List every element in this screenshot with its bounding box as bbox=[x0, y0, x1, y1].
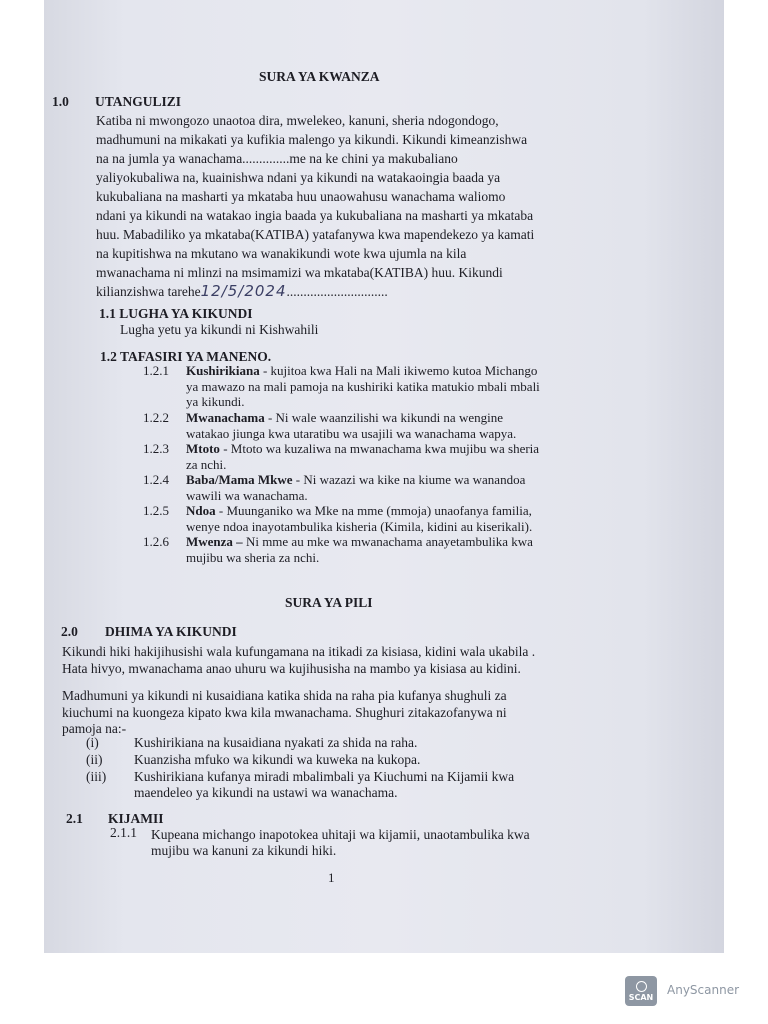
dhima-line: Madhumuni ya kikundi ni kusaidiana katika shida na raha pia kufanya shughuli za bbox=[62, 688, 507, 703]
intro-line: yaliyokubaliwa na, kuainishwa ndani ya kikundi na watakaoingia baada ya bbox=[96, 170, 501, 185]
activity-text: Kushirikiana kufanya miradi mbalimbali ya Kiuchumi na Kijamii kwa bbox=[134, 769, 515, 784]
activity-text: Kushirikiana na kusaidiana nyakati za shida na raha. bbox=[134, 735, 418, 750]
definition-term: Baba/Mama Mkwe bbox=[186, 472, 293, 487]
definition-term: Kushirikiana bbox=[186, 363, 260, 378]
handwritten-date: 12/5/2024 bbox=[200, 282, 287, 300]
definition-number: 1.2.2 bbox=[143, 410, 169, 425]
intro-line: kukubaliana na masharti ya mkataba huu unaowahusu wanachama waliomo bbox=[96, 189, 506, 204]
scanner-logo-text: SCAN bbox=[628, 992, 654, 1002]
section-title-lugha: 1.1 LUGHA YA KIKUNDI bbox=[99, 306, 253, 321]
dhima-paragraph-1 bbox=[62, 643, 535, 677]
definition-number: 1.2.6 bbox=[143, 534, 169, 549]
page-number: 1 bbox=[328, 870, 335, 885]
kijamii-text: Kupeana michango inapotokea uhitaji wa kijamii, unaotambulika kwa bbox=[151, 827, 530, 842]
definition-term: Mtoto bbox=[186, 441, 220, 456]
definition-text: ya kikundi. bbox=[186, 394, 245, 410]
definition-text: - kujitoa kwa Hali na Mali ikiwemo kutoa Michango bbox=[259, 363, 538, 378]
section-number-2-1: 2.1 bbox=[66, 811, 83, 826]
definition-number: 1.2.5 bbox=[143, 503, 169, 518]
intro-last-line bbox=[96, 282, 534, 301]
scanner-logo-icon bbox=[625, 976, 657, 1006]
intro-line: madhumuni na mikakati ya kufikia malengo ya kikundi. Kikundi kimeanzishwa bbox=[96, 132, 528, 147]
definition-text: mujibu wa sheria za nchi. bbox=[186, 549, 320, 565]
dhima-paragraph-2 bbox=[62, 688, 507, 738]
intro-line: Katiba ni mwongozo unaotoa dira, mwelekeo, kanuni, sheria ndogondogo, bbox=[96, 113, 499, 128]
kijamii-text: mujibu wa kanuni za kikundi hiki. bbox=[151, 843, 337, 858]
definition-number: 1.2.3 bbox=[143, 441, 169, 456]
definition-text: - Ni wale waanzilishi wa kikundi na wengine bbox=[264, 410, 503, 425]
definition-term: Ndoa bbox=[186, 503, 216, 518]
lugha-text: Lugha yetu ya kikundi ni Kishwahili bbox=[120, 322, 319, 337]
dhima-line: Kikundi hiki hakijihusishi wala kufungamana na itikadi za kisiasa, kidini wala ukabila . bbox=[62, 644, 536, 659]
activity-number: (iii) bbox=[86, 769, 107, 784]
date-dots: .............................. bbox=[286, 284, 388, 299]
chapter-heading-2: SURA YA PILI bbox=[285, 595, 373, 610]
founded-date-prefix: kilianzishwa tarehe bbox=[96, 284, 201, 299]
section-number-1-0: 1.0 bbox=[52, 94, 69, 109]
definition-text: za nchi. bbox=[186, 456, 227, 472]
intro-line: huu. Mabadiliko ya mkataba(KATIBA) yatafanywa kwa mapendekezo ya kamati bbox=[96, 227, 535, 242]
activity-text: Kuanzisha mfuko wa kikundi wa kuweka na kukopa. bbox=[134, 752, 421, 767]
dhima-line: pamoja na:- bbox=[62, 721, 127, 736]
definition-text: - Mtoto wa kuzaliwa na mwanachama kwa mujibu wa sheria bbox=[219, 441, 540, 456]
activity-number: (i) bbox=[86, 735, 99, 750]
dhima-line: kiuchumi na kuongeza kipato kwa kila mwanachama. Shughuri zitakazofanywa ni bbox=[62, 704, 507, 720]
kijamii-number: 2.1.1 bbox=[110, 825, 137, 840]
definition-text: - Muunganiko wa Mke na mme (mmoja) unaofanya familia, bbox=[215, 503, 532, 518]
dhima-line: Hata hivyo, mwanachama anao uhuru wa kujihusisha na mambo ya kisiasa au kidini. bbox=[62, 661, 521, 676]
activity-text: maendeleo ya kikundi na ustawi wa wanachama. bbox=[134, 785, 398, 800]
definition-term: Mwenza – bbox=[186, 534, 243, 549]
intro-line: mwanachama ni mlinzi na msimamizi wa mkataba(KATIBA) huu. Kikundi bbox=[96, 265, 503, 280]
definition-text: wenye ndoa inayotambulika kisheria (Kimila, kidini au kiserikali). bbox=[186, 518, 533, 534]
scanner-app-name: AnyScanner bbox=[667, 983, 740, 997]
intro-paragraph bbox=[96, 111, 534, 301]
intro-line: na kupitishwa na mkutano wa wanakikundi wote kwa ujumla na kila bbox=[96, 246, 467, 261]
definition-number: 1.2.4 bbox=[143, 472, 169, 487]
definition-text: Ni mme au mke wa mwanachama anayetambulika kwa bbox=[242, 534, 533, 549]
definition-text: watakao jiunga kwa utaratibu wa usajili wa wanachama wapya. bbox=[186, 425, 517, 441]
definition-text: wawili wa wanachama. bbox=[186, 487, 308, 503]
section-title-kijamii: KIJAMII bbox=[108, 811, 164, 826]
scanned-page bbox=[44, 0, 724, 953]
chapter-heading-1: SURA YA KWANZA bbox=[259, 69, 380, 84]
section-title-tafasiri: 1.2 TAFASIRI YA MANENO. bbox=[100, 349, 272, 364]
definition-term: Mwanachama bbox=[186, 410, 265, 425]
activity-number: (ii) bbox=[86, 752, 103, 767]
section-title-dhima: DHIMA YA KIKUNDI bbox=[105, 624, 237, 639]
intro-line: ndani ya kikundi na watakao ingia baada ya kukubaliana na masharti ya mkataba bbox=[96, 208, 534, 223]
section-title-utangulizi: UTANGULIZI bbox=[95, 94, 182, 109]
intro-line: na na jumla ya wanachama..............me na ke chini ya makubaliano bbox=[96, 151, 458, 166]
definition-text: ya mawazo na mali pamoja na kushiriki katika matukio mbali mbali bbox=[186, 378, 540, 394]
scanner-circle-icon bbox=[636, 981, 647, 992]
definition-text: - Ni wazazi wa kike na kiume wa wanandoa bbox=[292, 472, 526, 487]
section-number-2-0: 2.0 bbox=[61, 624, 78, 639]
definition-number: 1.2.1 bbox=[143, 363, 169, 378]
